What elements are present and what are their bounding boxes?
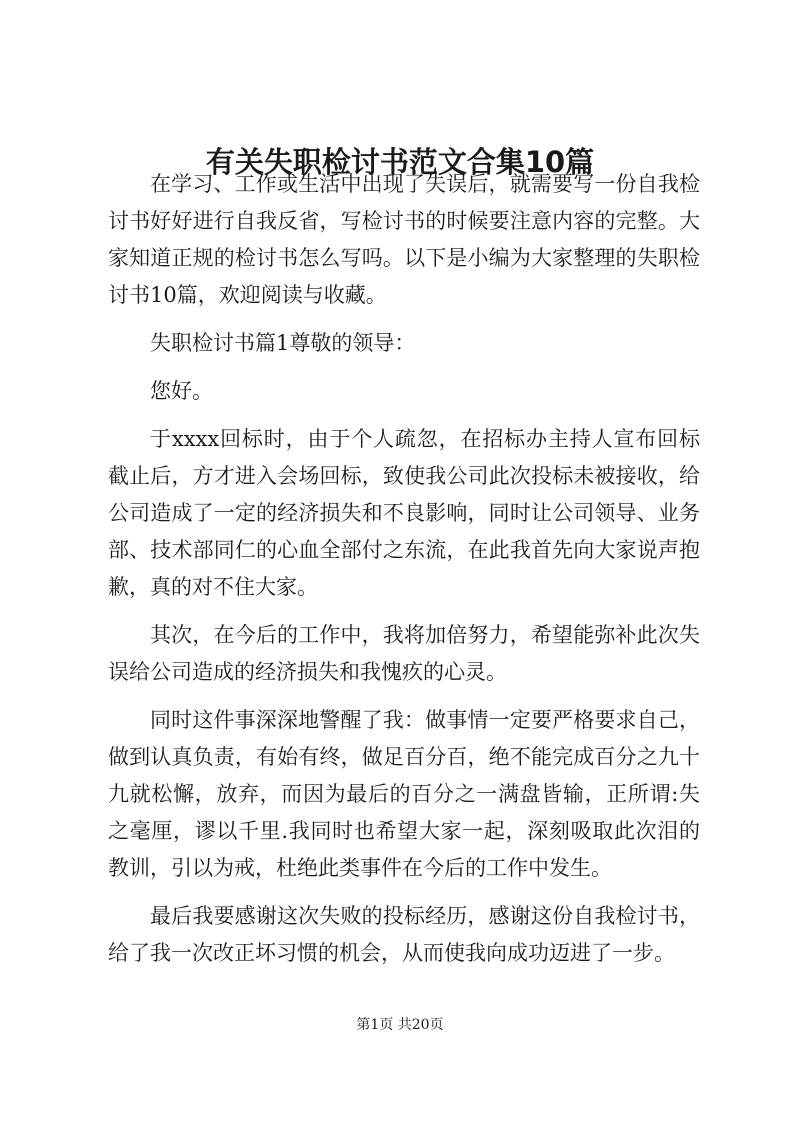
paragraph: 同时这件事深深地警醒了我：做事情一定要严格要求自己，做到认真负责，有始有终，做足百分百，绝不能完成百分之九十九就松懈，放弃，而因为最后的百分之一满盘皆输，正所谓:失之毫厘，谬以千里.我同时也希望大家一起，深刻吸取此次泪的教训，引以为戒，杜绝此类事件在今后的工作中发生。 — [108, 708, 700, 880]
document-body — [108, 166, 700, 983]
document-title: 有关失职检讨书范文合集10篇 — [205, 145, 595, 179]
paragraph: 其次，在今后的工作中，我将加倍努力，希望能弥补此次失误给公司造成的经济损失和我愧疚的心灵。 — [108, 623, 700, 684]
paragraph: 于xxxx回标时，由于个人疏忽，在招标办主持人宣布回标截止后，方才进入会场回标，致使我公司此次投标未被接收，给公司造成了一定的经济损失和不良影响，同时让公司领导、业务部、技术部同仁的心血全部付之东流，在此我首先向大家说声抱歉，真的对不住大家。 — [108, 427, 700, 599]
page-footer: 第1页 共20页 — [356, 1017, 444, 1033]
paragraph-greeting: 您好。 — [150, 379, 213, 403]
paragraph-intro: 在学习、工作或生活中出现了失误后，就需要写一份自我检讨书好好进行自我反省，写检讨书的时候要注意内容的完整。大家知道正规的检讨书怎么写吗。以下是小编为大家整理的失职检讨书10篇，欢迎阅读与收藏。 — [108, 172, 700, 307]
paragraph-heading-1: 失职检讨书篇1尊敬的领导： — [150, 331, 416, 355]
paragraph: 最后我要感谢这次失败的投标经历，感谢这份自我检讨书，给了我一次改正坏习惯的机会，从而使我向成功迈进了一步。 — [108, 904, 700, 965]
